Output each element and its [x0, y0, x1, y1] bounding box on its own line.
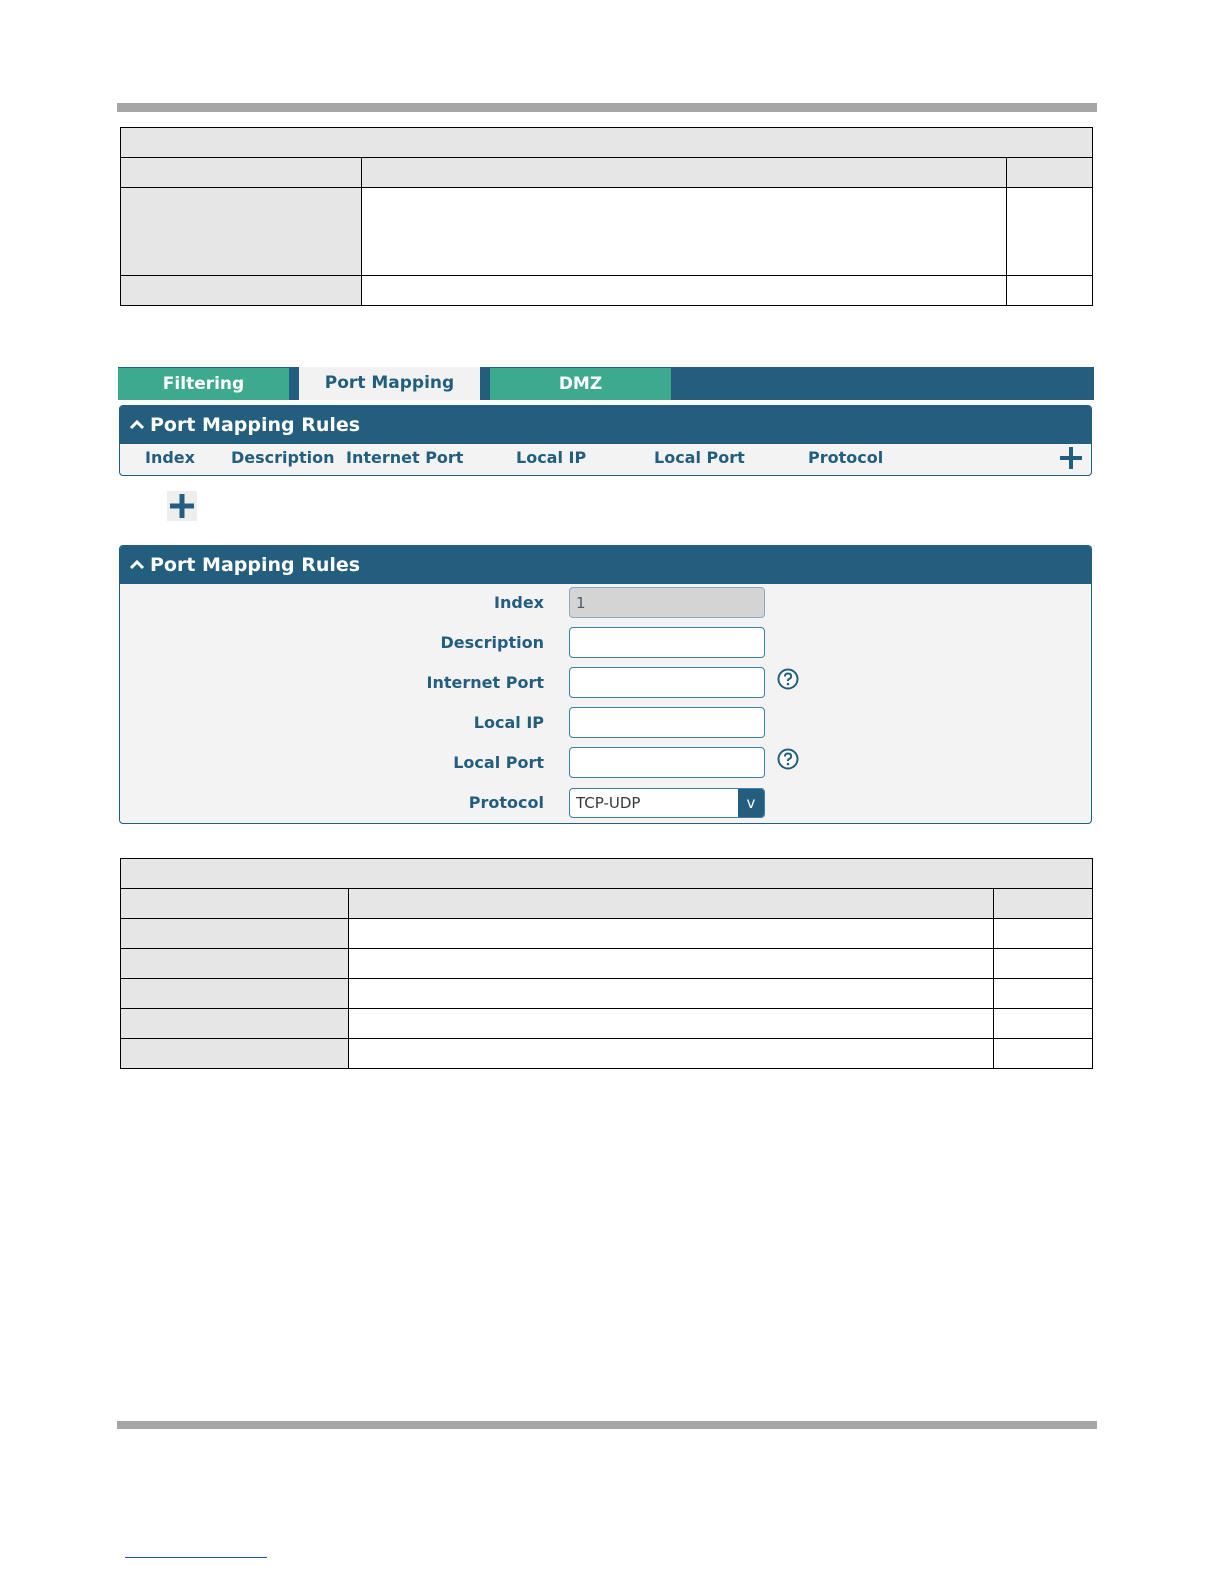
panel-header[interactable]: [120, 406, 1091, 444]
header-rule: [117, 103, 1097, 112]
table-header-cell: [1007, 158, 1093, 188]
description-label: Description: [440, 633, 544, 652]
table-header-cell: [121, 158, 362, 188]
table-cell: [994, 979, 1093, 1009]
port-mapping-form-panel: [119, 545, 1092, 824]
chevron-up-icon: [128, 556, 146, 574]
table-cell: [362, 276, 1007, 306]
index-field[interactable]: [569, 587, 765, 618]
column-header-internet-port: Internet Port: [346, 448, 464, 467]
doc-table-bottom: [120, 858, 1093, 1069]
table-cell: [994, 1039, 1093, 1069]
tab-filtering[interactable]: Filtering: [118, 368, 289, 400]
table-cell: [362, 188, 1007, 276]
description-field[interactable]: [569, 627, 765, 658]
panel-title: Port Mapping Rules: [150, 414, 361, 436]
panel-title: Port Mapping Rules: [150, 554, 361, 576]
question-circle-icon[interactable]: [777, 668, 799, 690]
table-cell: [994, 919, 1093, 949]
internet-port-label: Internet Port: [426, 673, 544, 692]
footer-link-underline[interactable]: [125, 1557, 267, 1558]
table-cell: [349, 1009, 994, 1039]
question-circle-icon[interactable]: [777, 748, 799, 770]
tab-port-mapping[interactable]: Port Mapping: [299, 367, 480, 400]
local-ip-field[interactable]: [569, 707, 765, 738]
table-cell: [121, 188, 362, 276]
column-header-index: Index: [145, 448, 195, 467]
column-header-protocol: Protocol: [808, 448, 884, 467]
internet-port-field[interactable]: [569, 667, 765, 698]
dropdown-arrow-icon[interactable]: v: [738, 789, 764, 817]
table-header-cell: [121, 889, 349, 919]
column-header-description: Description: [231, 448, 335, 467]
local-port-field[interactable]: [569, 747, 765, 778]
tab-dmz[interactable]: DMZ: [490, 368, 671, 400]
table-cell: [121, 1039, 349, 1069]
table-title-row: [121, 128, 1093, 158]
protocol-label: Protocol: [468, 793, 544, 812]
table-cell: [349, 979, 994, 1009]
table-cell: [1007, 188, 1093, 276]
table-cell: [121, 276, 362, 306]
table-cell: [994, 949, 1093, 979]
table-cell: [121, 919, 349, 949]
table-header-cell: [362, 158, 1007, 188]
chevron-up-icon: [128, 416, 146, 434]
plus-icon[interactable]: [167, 491, 197, 521]
column-header-local-ip: Local IP: [516, 448, 587, 467]
port-mapping-list-panel: [119, 405, 1092, 476]
index-label: Index: [494, 593, 544, 612]
panel-header[interactable]: [120, 546, 1091, 584]
local-ip-label: Local IP: [473, 713, 544, 732]
doc-table-top: [120, 127, 1093, 306]
table-cell: [121, 979, 349, 1009]
tab-bar: [118, 367, 1094, 400]
table-header-cell: [349, 889, 994, 919]
local-port-label: Local Port: [453, 753, 544, 772]
table-cell: [121, 1009, 349, 1039]
protocol-selected-value: TCP-UDP: [576, 794, 641, 812]
table-cell: [349, 919, 994, 949]
protocol-select[interactable]: [569, 788, 765, 818]
table-cell: [1007, 276, 1093, 306]
table-cell: [349, 949, 994, 979]
table-cell: [121, 949, 349, 979]
table-cell: [349, 1039, 994, 1069]
table-title-row: [121, 859, 1093, 889]
column-header-local-port: Local Port: [654, 448, 745, 467]
plus-icon[interactable]: [1059, 446, 1083, 470]
table-header-cell: [994, 889, 1093, 919]
table-cell: [994, 1009, 1093, 1039]
footer-rule: [117, 1421, 1097, 1429]
